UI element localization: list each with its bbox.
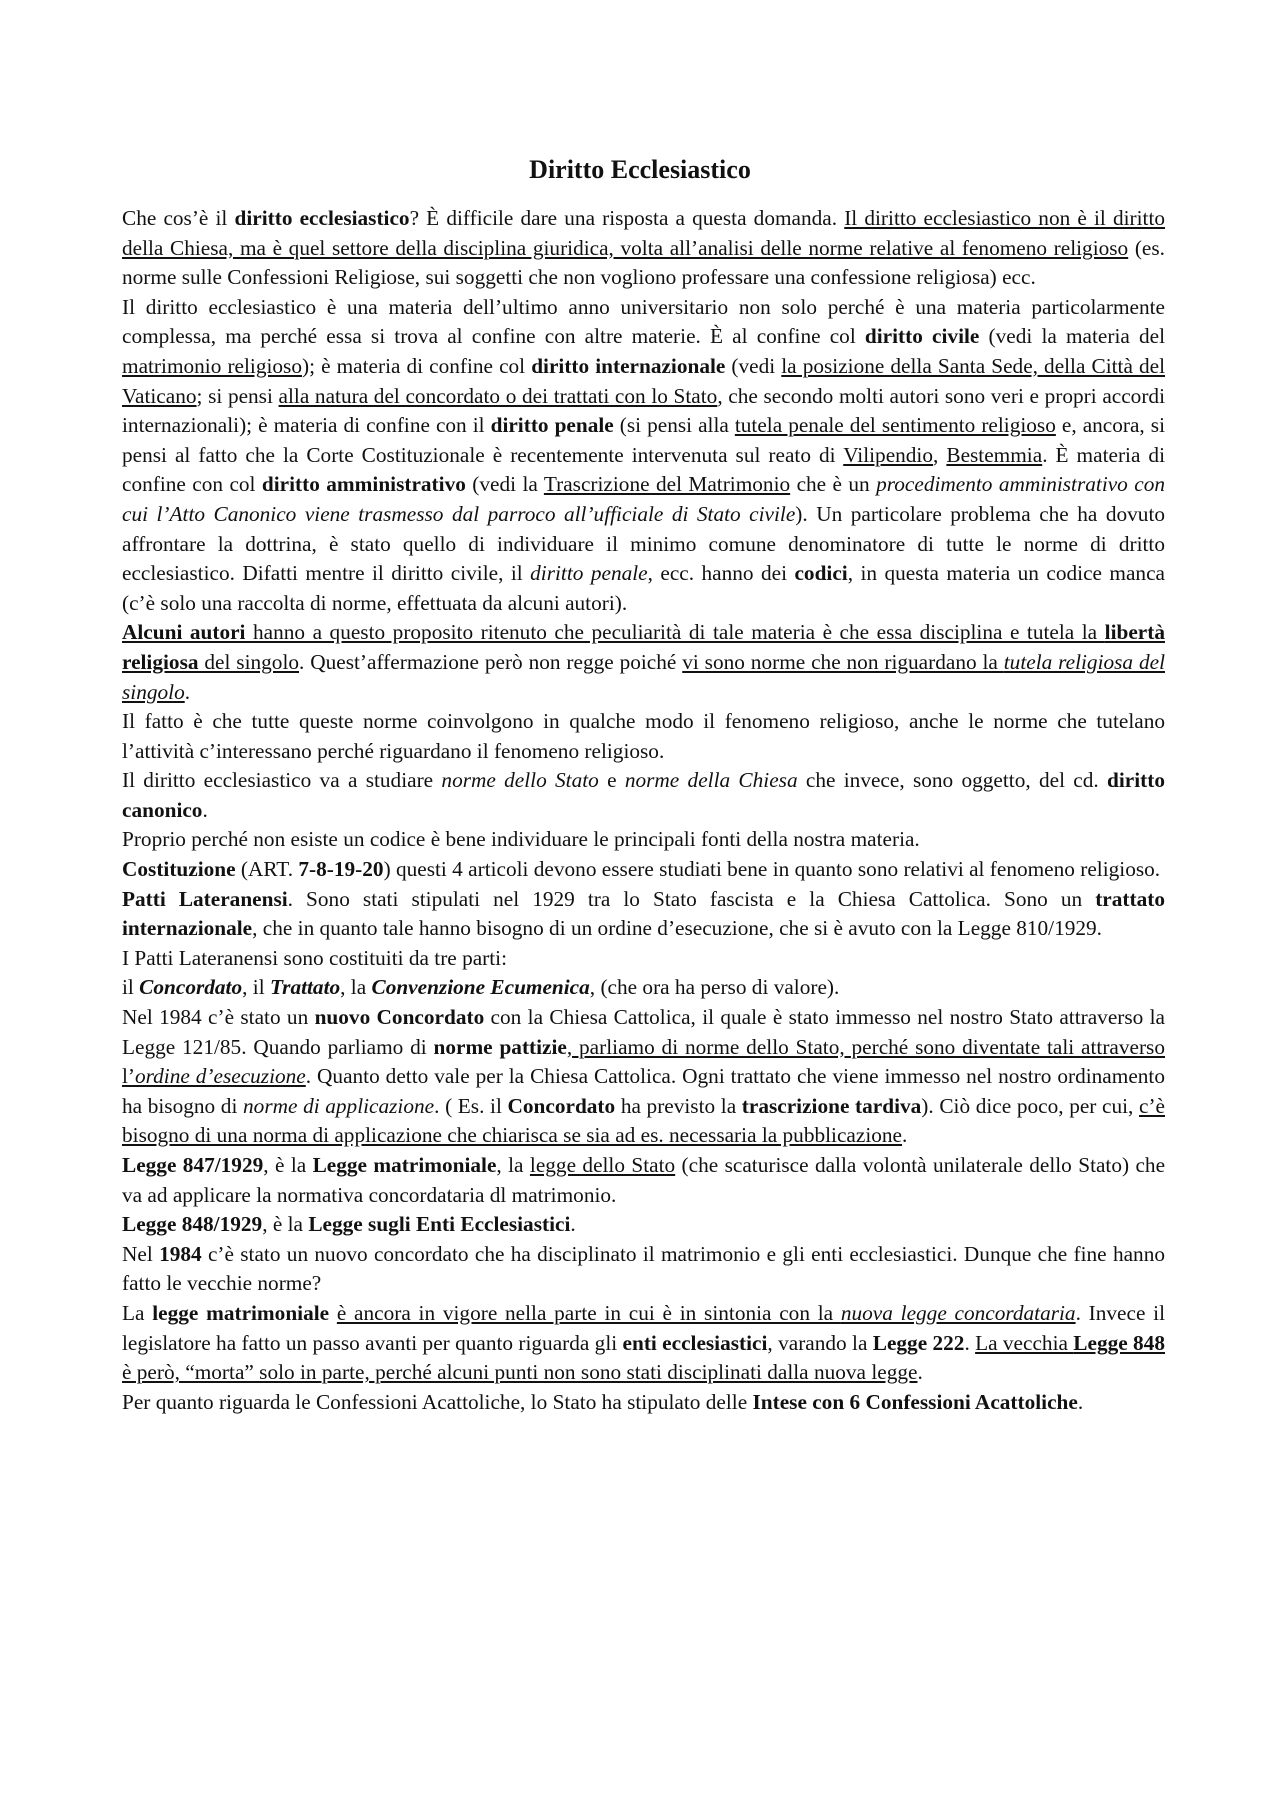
italic-underlined-text: nuova legge concordataria <box>840 1300 1076 1325</box>
bold-term: diritto penale <box>490 413 614 438</box>
text: . Sono stati stipulati nel 1929 tra lo Stato fascista e la Chiesa Cattolica. Sono un <box>287 886 1096 911</box>
text: . Quest’affermazione però non regge poiché <box>299 649 683 674</box>
text: . <box>917 1360 923 1385</box>
paragraph-fact: Il fatto è che tutte queste norme coinvolgono in qualche modo il fenomeno religioso, anche le norme che tutelano l’attività c’interessano perché riguardano il fenomeno religioso. <box>122 709 1165 763</box>
paragraph-acattoliche <box>122 1388 1165 1418</box>
text: Il diritto ecclesiastico va a studiare <box>122 768 442 793</box>
bold-term: diritto canonico <box>122 768 1165 822</box>
bold-term: Costituzione <box>122 857 236 882</box>
underlined-text: è ancora in vigore nella parte in cui è in sintonia con la <box>336 1300 841 1325</box>
text: . È materia di confine con col <box>122 442 1165 497</box>
bold-italic-term: Convenzione Ecumenica <box>371 975 590 1000</box>
underlined-text: è però, “morta” solo in parte, perché alcuni punti non sono stati disciplinati dalla nuova legge <box>122 1360 918 1385</box>
text: , (che ora ha perso di valore). <box>589 975 840 1000</box>
underlined-text: Vilipendio <box>843 442 934 467</box>
text: . <box>570 1212 576 1237</box>
italic-text: diritto penale <box>530 561 648 586</box>
bold-term: Concordato <box>507 1093 616 1118</box>
italic-text: norme di applicazione <box>243 1093 435 1118</box>
underlined-text: Il diritto ecclesiastico non è il diritto della Chiesa, ma è quel settore della disciplina giuridica, volta all’analisi delle norme relative al fenomeno religioso <box>122 206 1166 260</box>
text: . <box>964 1330 976 1355</box>
text: (vedi <box>725 353 782 378</box>
text: , la <box>496 1153 530 1177</box>
bold-term: diritto ecclesiastico <box>234 206 410 230</box>
text: con la Chiesa Cattolica, il quale è stato immesso nel nostro Stato attraverso la Legge 121/85. Quando parliamo di <box>122 1005 1166 1059</box>
underlined-text: Trascrizione del Matrimonio <box>543 472 791 497</box>
bold-term: Legge 222 <box>872 1330 965 1355</box>
text: . <box>202 797 208 822</box>
bold-term: diritto amministrativo <box>261 472 466 497</box>
text: e <box>598 768 625 793</box>
underlined-text: vi sono norme che non riguardano la <box>682 649 1004 674</box>
paragraph-concordato-1984 <box>122 1003 1165 1151</box>
text: ); è materia di confine col <box>301 353 532 378</box>
paragraph-patti-parts: I Patti Lateranensi sono costituiti da tre parti: <box>122 945 508 970</box>
bold-italic-term: Concordato <box>139 975 243 1000</box>
text: . ( Es. il <box>434 1093 508 1118</box>
underlined-text: legge dello Stato <box>529 1153 676 1177</box>
underlined-text: La vecchia <box>975 1330 1074 1355</box>
text: Nel 1984 c’è stato un <box>122 1005 315 1030</box>
text <box>329 1301 337 1325</box>
text: ; si pensi <box>196 383 279 408</box>
italic-text: procedimento amministrativo con cui l’Atto Canonico viene trasmesso dal parroco all’ufficiale di Stato civile <box>122 472 1166 526</box>
text: . <box>902 1123 908 1148</box>
paragraph-intro <box>122 204 1165 293</box>
text: Per quanto riguarda le Confessioni Acattoliche, lo Stato ha stipulato delle <box>122 1389 753 1414</box>
text: , il <box>242 975 270 1000</box>
paragraph-legge-847 <box>122 1151 1165 1210</box>
document-title: Diritto Ecclesiastico <box>529 155 751 184</box>
bold-term: Legge 847/1929 <box>122 1153 264 1177</box>
text: (es. norme sulle Confessioni Religiose, sui soggetti che non vogliono professare una confessione religiosa) ecc. <box>122 235 1165 290</box>
paragraph-authors <box>122 618 1165 707</box>
paragraph-study <box>122 766 1165 825</box>
text: , è la <box>263 1153 313 1177</box>
text: che è un <box>790 472 877 497</box>
text: , la <box>340 975 372 1000</box>
underlined-text: alla natura del concordato o dei trattati con lo Stato <box>278 383 718 408</box>
paragraph-1984 <box>122 1240 1165 1299</box>
bold-term: diritto civile <box>864 324 980 349</box>
text: (si pensi alla <box>613 413 735 438</box>
paragraph-legge-matrimoniale <box>122 1299 1165 1388</box>
bold-term: 7-8-19-20 <box>298 857 384 882</box>
bold-term: norme pattizie <box>433 1034 567 1059</box>
bold-term: Patti Lateranensi <box>122 886 288 911</box>
italic-text: norme della Chiesa <box>624 768 798 793</box>
underlined-text: , parliamo di norme dello Stato, perché sono diventate tali attraverso l’ <box>122 1034 1165 1089</box>
bold-term: Legge 848/1929 <box>122 1212 263 1237</box>
bold-underlined-text: libertà religiosa <box>122 620 1165 674</box>
bold-term: Legge sugli Enti Ecclesiastici <box>308 1212 571 1237</box>
text: , ecc. hanno dei <box>647 561 795 586</box>
paragraph-sources: Proprio perché non esiste un codice è bene individuare le principali fonti della nostra materia. <box>122 827 920 852</box>
underlined-text: matrimonio religioso <box>122 353 302 378</box>
bold-term: nuovo Concordato <box>314 1005 485 1030</box>
bold-term: trattato internazionale <box>122 886 1165 941</box>
text: , che secondo molti autori sono veri e propri accordi internazionali); è materia di confine con il <box>122 383 1165 438</box>
paragraph-legge-848 <box>122 1210 1165 1240</box>
paragraph-boundaries <box>122 293 1165 619</box>
bold-term: 1984 <box>159 1241 202 1266</box>
bold-underlined-text: Alcuni autori <box>122 620 246 645</box>
text: (che scaturisce dalla volontà unilaterale dello Stato) che va ad applicare la normativa concordataria dl matrimonio. <box>122 1153 1166 1207</box>
text: La <box>122 1300 153 1325</box>
bold-term: trascrizione tardiva <box>741 1093 922 1118</box>
underlined-text: hanno a questo proposito ritenuto che peculiarità di tale materia è che essa disciplina e tutela la <box>245 620 1105 645</box>
bold-italic-term: Trattato <box>269 975 341 1000</box>
bold-term: codici <box>794 561 848 586</box>
bold-term: legge matrimoniale <box>152 1300 330 1325</box>
text: Nel <box>122 1241 160 1266</box>
text: ? È difficile dare una risposta a questa domanda. <box>409 206 845 230</box>
text: che invece, sono oggetto, del cd. <box>797 768 1108 793</box>
text: (vedi la materia del <box>979 324 1166 349</box>
text: ha previsto la <box>615 1093 742 1118</box>
text: , in questa materia un codice manca (c’è solo una raccolta di norme, effettuata da alcuni autori). <box>122 561 1165 615</box>
text: ) questi 4 articoli devono essere studiati bene in quanto sono relativi al fenomeno religioso. <box>383 857 1161 882</box>
text: ). Ciò dice poco, per cui, <box>921 1093 1139 1118</box>
bold-term: diritto internazionale <box>531 353 726 378</box>
text: , è la <box>262 1212 309 1237</box>
italic-underlined-text: tutela religiosa del singolo <box>122 649 1165 704</box>
text: (ART. <box>235 857 299 882</box>
text: c’è stato un nuovo concordato che ha disciplinato il matrimonio e gli enti ecclesiastici. Dunque che fine hanno fatto le vecchie norme? <box>122 1241 1165 1296</box>
text: , varando la <box>767 1330 873 1355</box>
paragraph-patti <box>122 885 1165 944</box>
text: il <box>122 975 140 1000</box>
text: e, ancora, si pensi al fatto che la Corte Costituzionale è recentemente intervenuta sul reato di <box>122 413 1165 467</box>
text: ). Un particolare problema che ha dovuto affrontare la dottrina, è stato quello di individuare il minimo comune denominatore di tutte le norme di dritto ecclesiastico. Difatti mentre il diritto civile, il <box>122 501 1166 586</box>
document-body <box>122 204 1165 1417</box>
underlined-text: Bestemmia <box>946 442 1043 467</box>
bold-underlined-text: Legge 848 <box>1073 1330 1165 1355</box>
bold-term: enti ecclesiastici <box>622 1330 768 1355</box>
underlined-text: la posizione della Santa Sede, della Città del Vaticano <box>122 353 1166 408</box>
italic-underlined-text: ordine d’esecuzione <box>135 1064 306 1089</box>
text: . Invece il legislatore ha fatto un passo avanti per quanto riguarda gli <box>122 1300 1165 1355</box>
bold-term: Legge matrimoniale <box>312 1153 497 1177</box>
text: Il diritto ecclesiastico è una materia dell’ultimo anno universitario non solo perché è una materia particolarmente complessa, ma perché essa si trova al confine con altre materie. È al confine col <box>122 294 1165 349</box>
paragraph-costituzione <box>122 855 1165 885</box>
text: (vedi la <box>465 472 544 497</box>
text: , <box>933 442 947 467</box>
text: . <box>1077 1389 1084 1414</box>
text: Che cos’è il <box>122 206 235 230</box>
underlined-text: tutela penale del sentimento religioso <box>734 413 1056 438</box>
underlined-text: del singolo <box>198 649 300 674</box>
underlined-text: c’è bisogno di una norma di applicazione che chiarisca se sia ad es. necessaria la pubblicazione <box>122 1093 1165 1148</box>
italic-text: norme dello Stato <box>441 768 599 793</box>
bold-term: Intese con 6 Confessioni Acattoliche <box>752 1389 1078 1414</box>
paragraph-parts-list <box>122 973 1165 1003</box>
text: , che in quanto tale hanno bisogno di un ordine d’esecuzione, che si è avuto con la Legge 810/1929. <box>252 916 1102 941</box>
text: . Quanto detto vale per la Chiesa Cattolica. Ogni trattato che viene immesso nel nostro ordinamento ha bisogno di <box>122 1064 1165 1118</box>
text: . <box>184 679 191 704</box>
